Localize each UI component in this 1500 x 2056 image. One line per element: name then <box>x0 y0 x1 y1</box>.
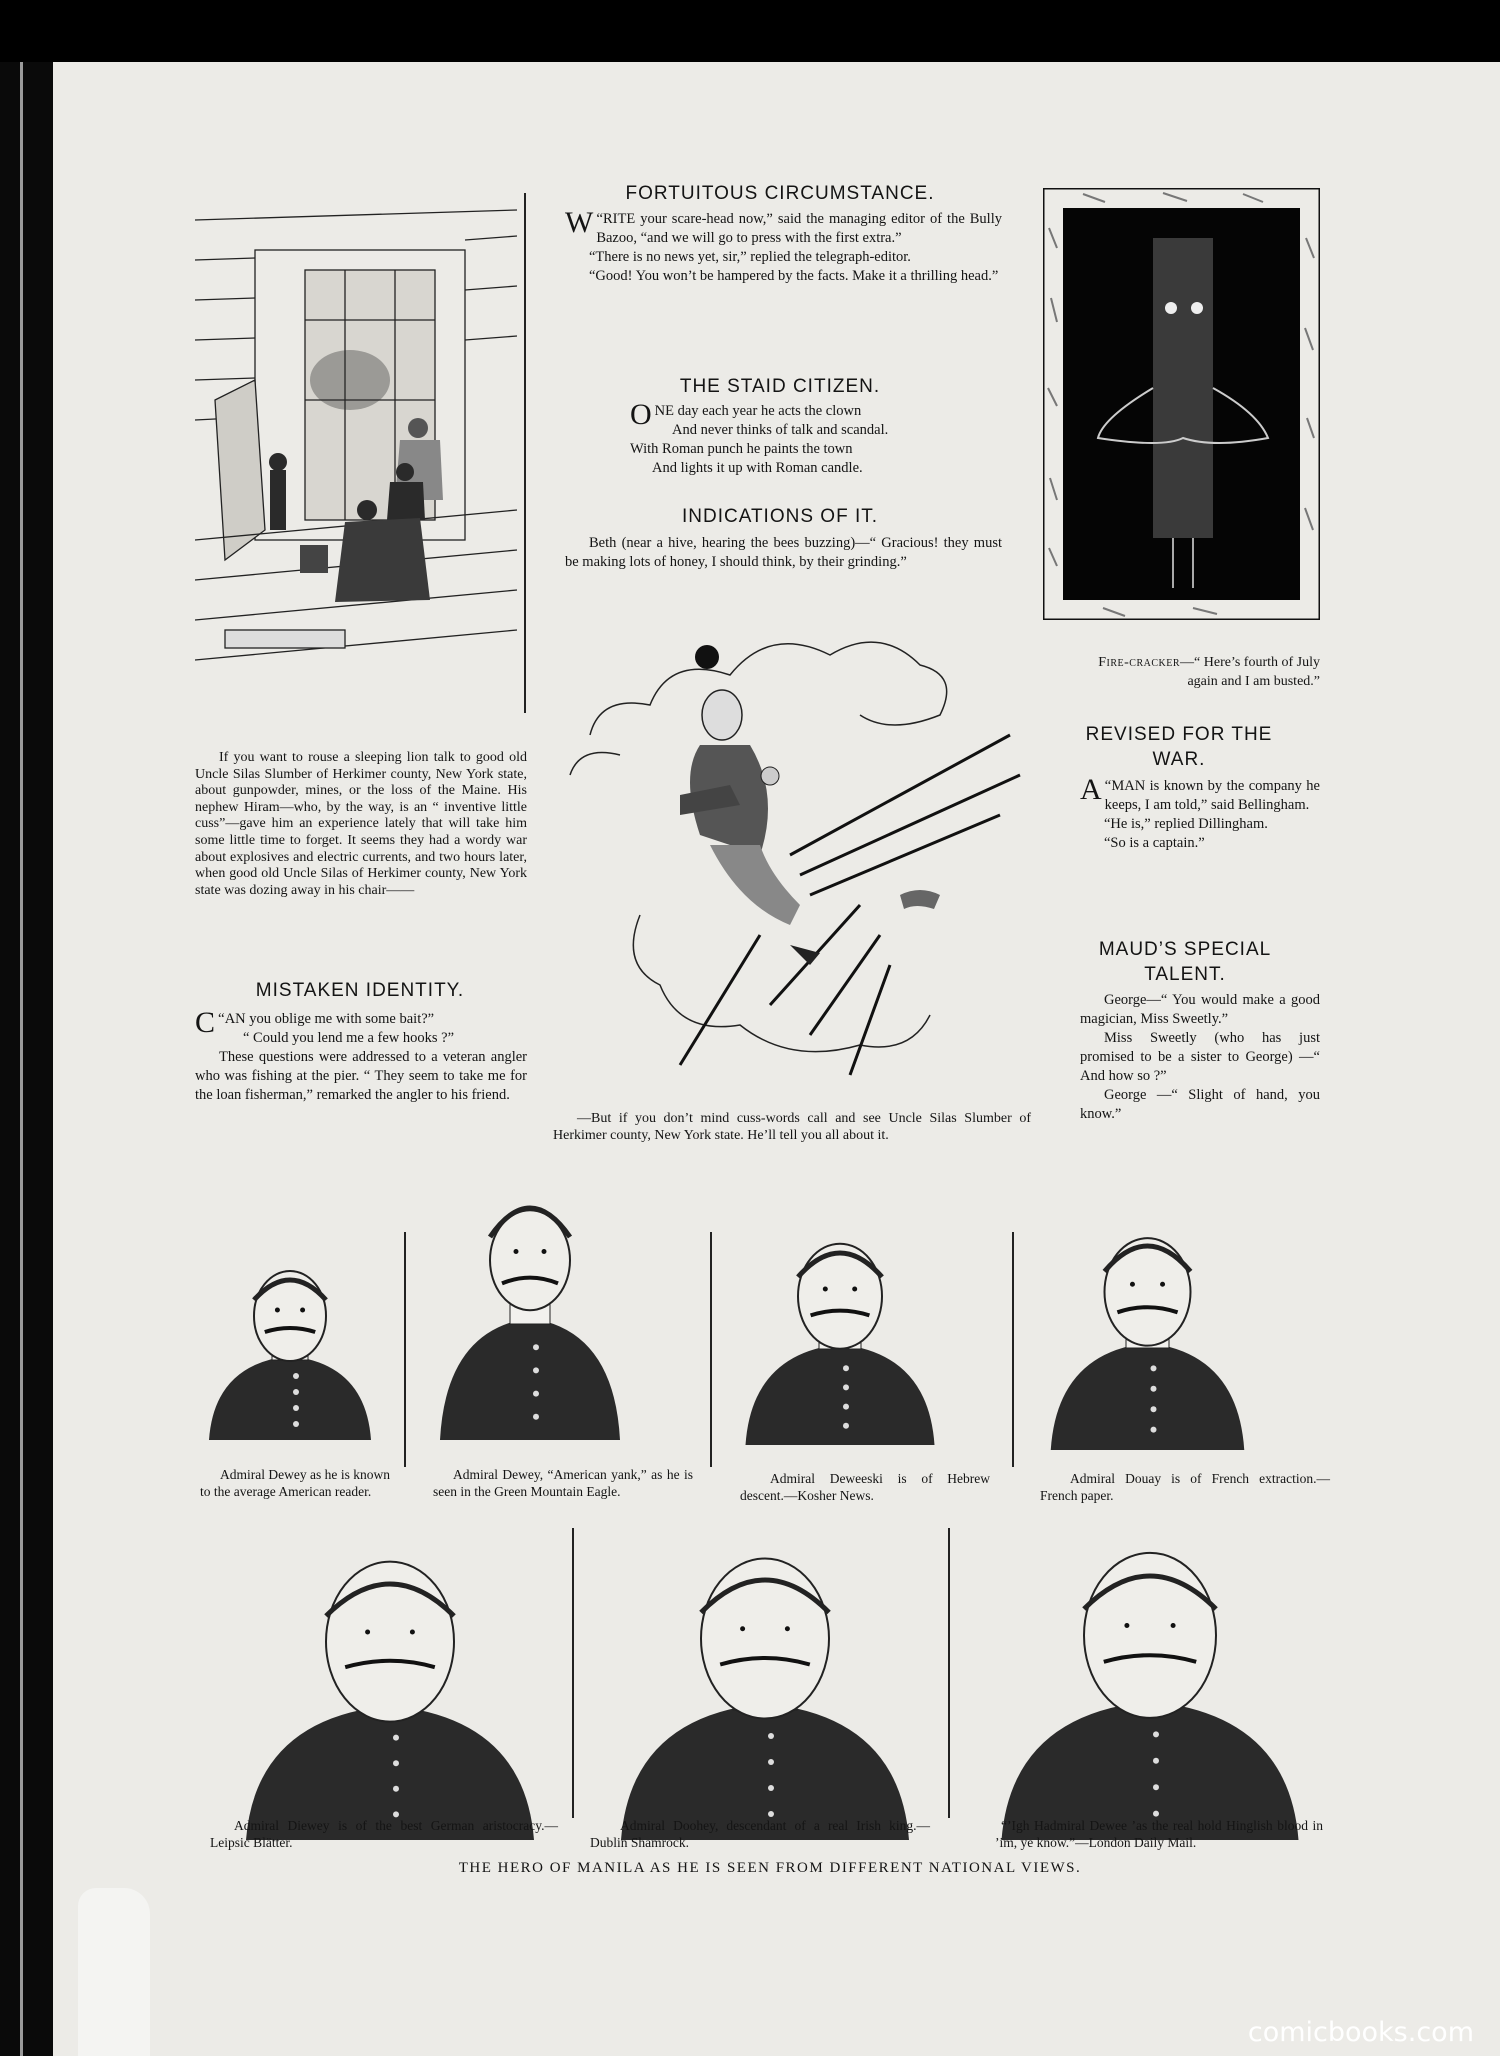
explosion-illustration <box>560 605 1035 1095</box>
staid-dropcap: O <box>630 398 652 431</box>
fortuitous-p2: “There is no news yet, sir,” replied the telegraph-editor. <box>589 249 911 265</box>
maud-p1: George—“ You would make a good magician, Miss Sweetly.” <box>1080 992 1320 1027</box>
admiral-caption-6: Admiral Doohey, descendant of a real Irish king.—Dublin Shamrock. <box>590 1818 930 1850</box>
mistaken-p3: These questions were addressed to a veteran angler who was fishing at the pier. “ They seem to take me for the loan fisherman,” remarked the angler to his friend. <box>195 1049 527 1103</box>
page-edge-line <box>20 62 23 2056</box>
firecracker-caption <box>1068 653 1320 691</box>
revised-title: REVISED FOR THE WAR. <box>1085 724 1273 770</box>
staid-title: THE STAID CITIZEN. <box>679 376 881 397</box>
admiral-caption-7: “’Igh Hadmiral Dewee ’as the real hold Hinglish blood in ’im, ye know.”—London Daily Mail. <box>995 1818 1323 1850</box>
torn-corner <box>78 1888 150 2056</box>
firecracker-quote: —“ Here’s fourth of July again and I am busted.” <box>1180 655 1320 689</box>
admiral-caption-1: Admiral Dewey as he is known to the average American reader. <box>200 1467 390 1499</box>
admiral-portrait-2 <box>430 1150 630 1440</box>
admiral-portrait-5 <box>230 1520 550 1840</box>
fortuitous-dropcap: W <box>565 206 594 239</box>
admiral-caption-5: Admiral Diewey is of the best German aristocracy.—Leipsic Blätter. <box>210 1818 558 1850</box>
staid-line-2: And never thinks of talk and scandal. <box>672 422 889 438</box>
mistaken-p2: “ Could you lend me a few hooks ?” <box>243 1030 455 1046</box>
portrait-rule-5 <box>948 1528 950 1818</box>
revised-p2: “He is,” replied Dillingham. <box>1104 816 1268 832</box>
revised-dropcap: A <box>1080 773 1102 806</box>
firecracker-label: Fire-cracker <box>1098 655 1181 670</box>
indications-text: Beth (near a hive, hearing the bees buzzing)—“ Gracious! they must be making lots of honey, I should think, by their grinding.” <box>565 535 1002 570</box>
maud-p3: George —“ Slight of hand, you know.” <box>1080 1087 1320 1122</box>
mistaken-p1: AN you oblige me with some bait?” <box>224 1011 435 1027</box>
mistaken-title: MISTAKEN IDENTITY. <box>255 980 465 1001</box>
admiral-caption-2: Admiral Dewey, “American yank,” as he is seen in the Green Mountain Eagle. <box>433 1467 693 1499</box>
maud-p2: Miss Sweetly (who has just promised to be a sister to George) —“ And how so ?” <box>1080 1030 1320 1084</box>
uncle-silas-text: If you want to rouse a sleeping lion talk to good old Uncle Silas Slumber of Herkimer county, New York state, about gunpowder, mines, or the loss of the Maine. His nephew Hiram—who, by the way, is an “ inventive little cuss”—gave him an experience lately that will take him some little time to forget. It seems they had a wordy war about explosives and electric currents, and two hours later, when good old Uncle Silas of Herkimer county, New York state was dozing away in his chair—— <box>195 750 527 898</box>
portrait-rule-4 <box>572 1528 574 1818</box>
barn-illustration <box>195 200 517 670</box>
mistaken-article: “ C AN you oblige me with some bait?” “ Could you lend me a few hooks ?” These questions were addressed to a veteran angler who was fishing at the pier. “ They seem to take me for the loan fisherman,” remarked the angler to his friend. <box>195 1006 527 1103</box>
mistaken-dropcap: C <box>195 1006 216 1039</box>
footer-title: THE HERO OF MANILA AS HE IS SEEN FROM DIFFERENT NATIONAL VIEWS. <box>458 1860 1082 1876</box>
portrait-rule-1 <box>404 1232 406 1467</box>
revised-p1: MAN is known by the company he keeps, I am told,” said Bellingham. <box>1104 778 1320 813</box>
page-binding-edge <box>0 62 53 2056</box>
staid-line-4: And lights it up with Roman candle. <box>652 460 863 476</box>
admiral-portrait-6 <box>605 1515 925 1840</box>
admiral-portrait-4 <box>1040 1195 1255 1450</box>
maud-title: MAUD’S SPECIAL TALENT. <box>1098 939 1272 985</box>
fortuitous-article: “ W RITE your scare-head now,” said the managing editor of the Bully Bazoo, “and we will go to press with the first extra.” “There is no news yet, sir,” replied the telegraph-editor. “Good! You won’t be hampered by the facts. Make it a thrilling head.” <box>565 206 1002 284</box>
admiral-caption-3: Admiral Deweeski is of Hebrew descent.—Kosher News. <box>740 1471 990 1503</box>
portrait-rule-3 <box>1012 1232 1014 1467</box>
revised-article: “ A MAN is known by the company he keeps, I am told,” said Bellingham. “He is,” replied Dillingham. “So is a captain.” <box>1080 773 1320 851</box>
admiral-portrait-1 <box>200 1240 380 1440</box>
explosion-caption: —But if you don’t mind cuss-words call and see Uncle Silas Slumber of Herkimer county, New York state. He’ll tell you all about it. <box>553 1111 1031 1143</box>
brand-watermark: comicbooks.com <box>1247 2017 1474 2048</box>
revised-p3: “So is a captain.” <box>1104 835 1205 851</box>
portrait-rule-2 <box>710 1232 712 1467</box>
indications-title: INDICATIONS OF IT. <box>681 506 879 527</box>
staid-line-3: With Roman punch he paints the town <box>630 441 853 457</box>
fortuitous-title: FORTUITOUS CIRCUMSTANCE. <box>625 183 935 204</box>
staid-poem <box>630 398 990 478</box>
admiral-portrait-7 <box>985 1510 1315 1840</box>
maud-article <box>1080 991 1320 1124</box>
firecracker-illustration <box>1043 188 1320 620</box>
admiral-caption-4: Admiral Douay is of French extraction.—French paper. <box>1040 1471 1330 1503</box>
staid-line-1: NE day each year he acts the clown <box>654 403 862 419</box>
admiral-portrait-3 <box>735 1205 945 1445</box>
fortuitous-p1: RITE your scare-head now,” said the managing editor of the Bully Bazoo, “and we will go to press with the first extra.” <box>596 211 1002 246</box>
fortuitous-p3: “Good! You won’t be hampered by the facts. Make it a thrilling head.” <box>589 268 999 284</box>
column-rule-left <box>524 193 526 713</box>
